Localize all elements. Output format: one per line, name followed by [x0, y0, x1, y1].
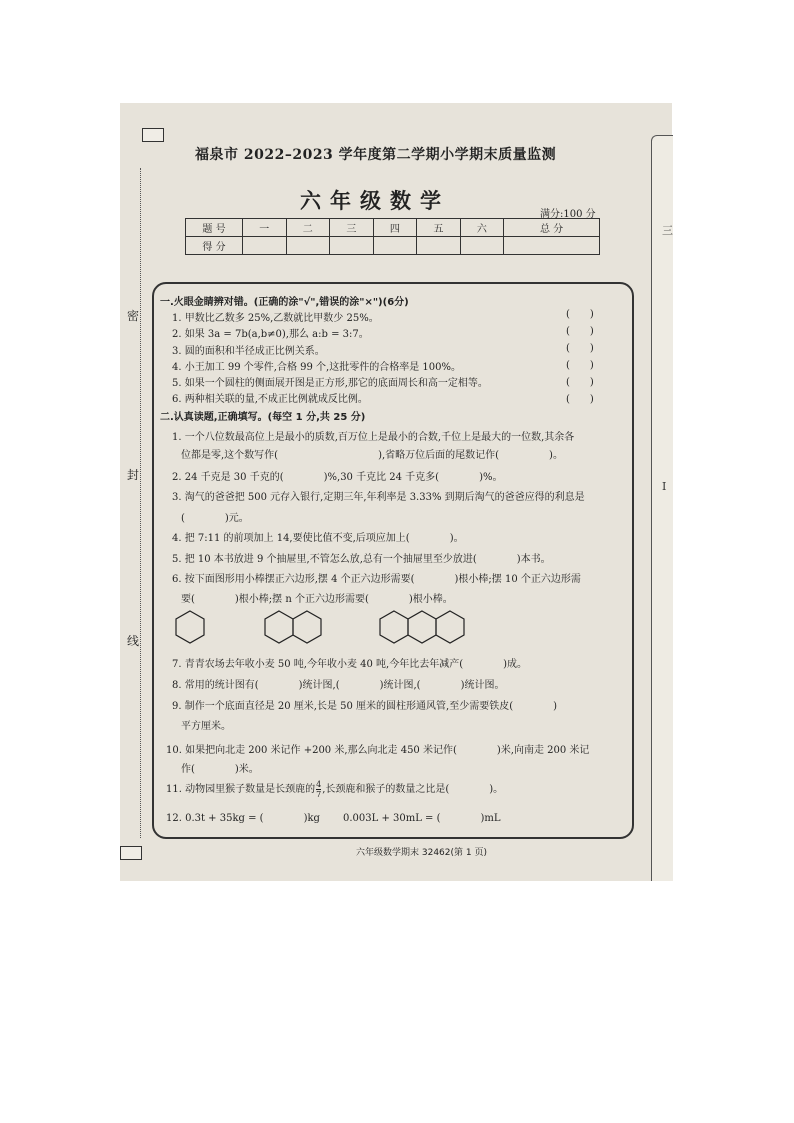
- fill-q11: [166, 780, 503, 799]
- score-header-cell: 三: [330, 219, 374, 237]
- score-header-cell: 四: [373, 219, 417, 237]
- score-cell[interactable]: [417, 237, 461, 255]
- fraction-four-sevenths: $\frac{4}{7}$: [316, 780, 322, 799]
- corner-mark: [120, 846, 142, 860]
- score-cell[interactable]: [243, 237, 287, 255]
- fill-q7: 7. 青青农场去年收小麦 50 吨,今年收小麦 40 吨,今年比去年减产( )成。: [172, 659, 528, 670]
- score-header-cell: 一: [243, 219, 287, 237]
- answer-paren[interactable]: ( ): [566, 394, 594, 405]
- q11-suffix: ,长颈鹿和猴子的数量之比是( )。: [322, 784, 504, 795]
- score-header-label: 题 号: [186, 219, 243, 237]
- section1-heading: 一.火眼金睛辨对错。(正确的涂"√",错误的涂"×")(6分): [160, 297, 409, 308]
- score-header-cell: 二: [286, 219, 330, 237]
- fill-q9-line2: 平方厘米。: [181, 721, 231, 732]
- page-footer: 六年级数学期末 32462(第 1 页): [356, 848, 487, 858]
- tf-item-5: 5. 如果一个圆柱的侧面展开图是正方形,那它的底面周长和高一定相等。: [172, 378, 488, 389]
- hexagon-four-b: [408, 611, 436, 643]
- tf-item-2: 2. 如果 3a = 7b(a,b≠0),那么 a:b = 3:7。: [172, 329, 369, 340]
- score-header-cell: 六: [460, 219, 504, 237]
- score-cell[interactable]: [504, 237, 600, 255]
- fill-q8: 8. 常用的统计图有( )统计图,( )统计图,( )统计图。: [172, 680, 505, 691]
- fill-q5: 5. 把 10 本书放进 9 个抽屉里,不管怎么放,总有一个抽屉里至少放进( )本书。: [172, 554, 551, 565]
- seal-dotted-line: [140, 168, 141, 838]
- next-page-char: 三: [662, 224, 673, 237]
- fill-q12-part1: 12. 0.3t + 35kg = ( )kg: [166, 813, 320, 824]
- fill-q3-line1: 3. 淘气的爸爸把 500 元存入银行,定期三年,年利率是 3.33% 到期后淘气的爸爸应得的利息是: [172, 492, 585, 503]
- next-page-char: I: [662, 480, 667, 493]
- score-cell[interactable]: [286, 237, 330, 255]
- score-cell[interactable]: [460, 237, 504, 255]
- answer-paren[interactable]: ( ): [566, 360, 594, 371]
- tf-item-4: 4. 小王加工 99 个零件,合格 99 个,这批零件的合格率是 100%。: [172, 362, 462, 373]
- hexagon-two-b: [293, 611, 321, 643]
- fill-q1-line2: 位都是零,这个数写作( ),省略万位后面的尾数记作( )。: [181, 450, 563, 461]
- fill-q10-line1: 10. 如果把向北走 200 米记作 +200 米,那么向北走 450 米记作( )米,向南走 200 米记: [166, 745, 590, 756]
- fill-q9-line1: 9. 制作一个底面直径是 20 厘米,长是 50 厘米的圆柱形通风管,至少需要铁皮( ): [172, 701, 558, 712]
- section2-heading: 二.认真读题,正确填写。(每空 1 分,共 25 分): [160, 412, 366, 423]
- hexagon-four-a: [380, 611, 408, 643]
- q11-prefix: 11. 动物园里猴子数量是长颈鹿的: [166, 784, 316, 795]
- next-page-edge: [651, 135, 673, 881]
- fill-q10-line2: 作( )米。: [181, 764, 259, 775]
- hexagon-one: [176, 611, 204, 643]
- tf-item-1: 1. 甲数比乙数多 25%,乙数就比甲数少 25%。: [172, 313, 379, 324]
- answer-paren[interactable]: ( ): [566, 309, 594, 320]
- answer-paren[interactable]: ( ): [566, 326, 594, 337]
- fill-q1-line1: 1. 一个八位数最高位上是最小的质数,百万位上是最小的合数,千位上是最大的一位数,其余各: [172, 432, 575, 443]
- score-row-label: 得 分: [186, 237, 243, 255]
- score-cell[interactable]: [330, 237, 374, 255]
- seal-char-mi: 密: [127, 309, 140, 323]
- fill-q4: 4. 把 7:11 的前项加上 14,要使比值不变,后项应加上( )。: [172, 533, 464, 544]
- fill-q6-line1: 6. 按下面图形用小棒摆正六边形,摆 4 个正六边形需要( )根小棒;摆 10 个正六边形需: [172, 574, 581, 585]
- fill-q12-part2: 0.003L + 30mL = ( )mL: [343, 813, 501, 824]
- seal-char-feng: 封: [127, 468, 140, 482]
- corner-mark: [142, 128, 164, 142]
- hexagon-two-a: [265, 611, 293, 643]
- fill-q3-line2: ( )元。: [181, 513, 249, 524]
- score-header-cell: 总 分: [504, 219, 600, 237]
- seal-char-xian: 线: [127, 634, 140, 648]
- score-cell[interactable]: [373, 237, 417, 255]
- answer-paren[interactable]: ( ): [566, 377, 594, 388]
- score-table: [185, 218, 600, 255]
- exam-title: 福泉市 2022–2023 学年度第二学期小学期末质量监测: [195, 147, 557, 163]
- hexagon-figure: [170, 608, 470, 648]
- score-header-cell: 五: [417, 219, 461, 237]
- answer-paren[interactable]: ( ): [566, 343, 594, 354]
- fill-q2: 2. 24 千克是 30 千克的( )%,30 千克比 24 千克多( )%。: [172, 472, 503, 483]
- full-score: 满分:100 分: [540, 209, 596, 220]
- tf-item-3: 3. 圆的面积和半径成正比例关系。: [172, 346, 325, 357]
- exam-subject: 六年级数学: [300, 188, 450, 213]
- tf-item-6: 6. 两种相关联的量,不成正比例就成反比例。: [172, 394, 368, 405]
- fill-q6-line2: 要( )根小棒;摆 n 个正六边形需要( )根小棒。: [181, 594, 453, 605]
- hexagon-four-c: [436, 611, 464, 643]
